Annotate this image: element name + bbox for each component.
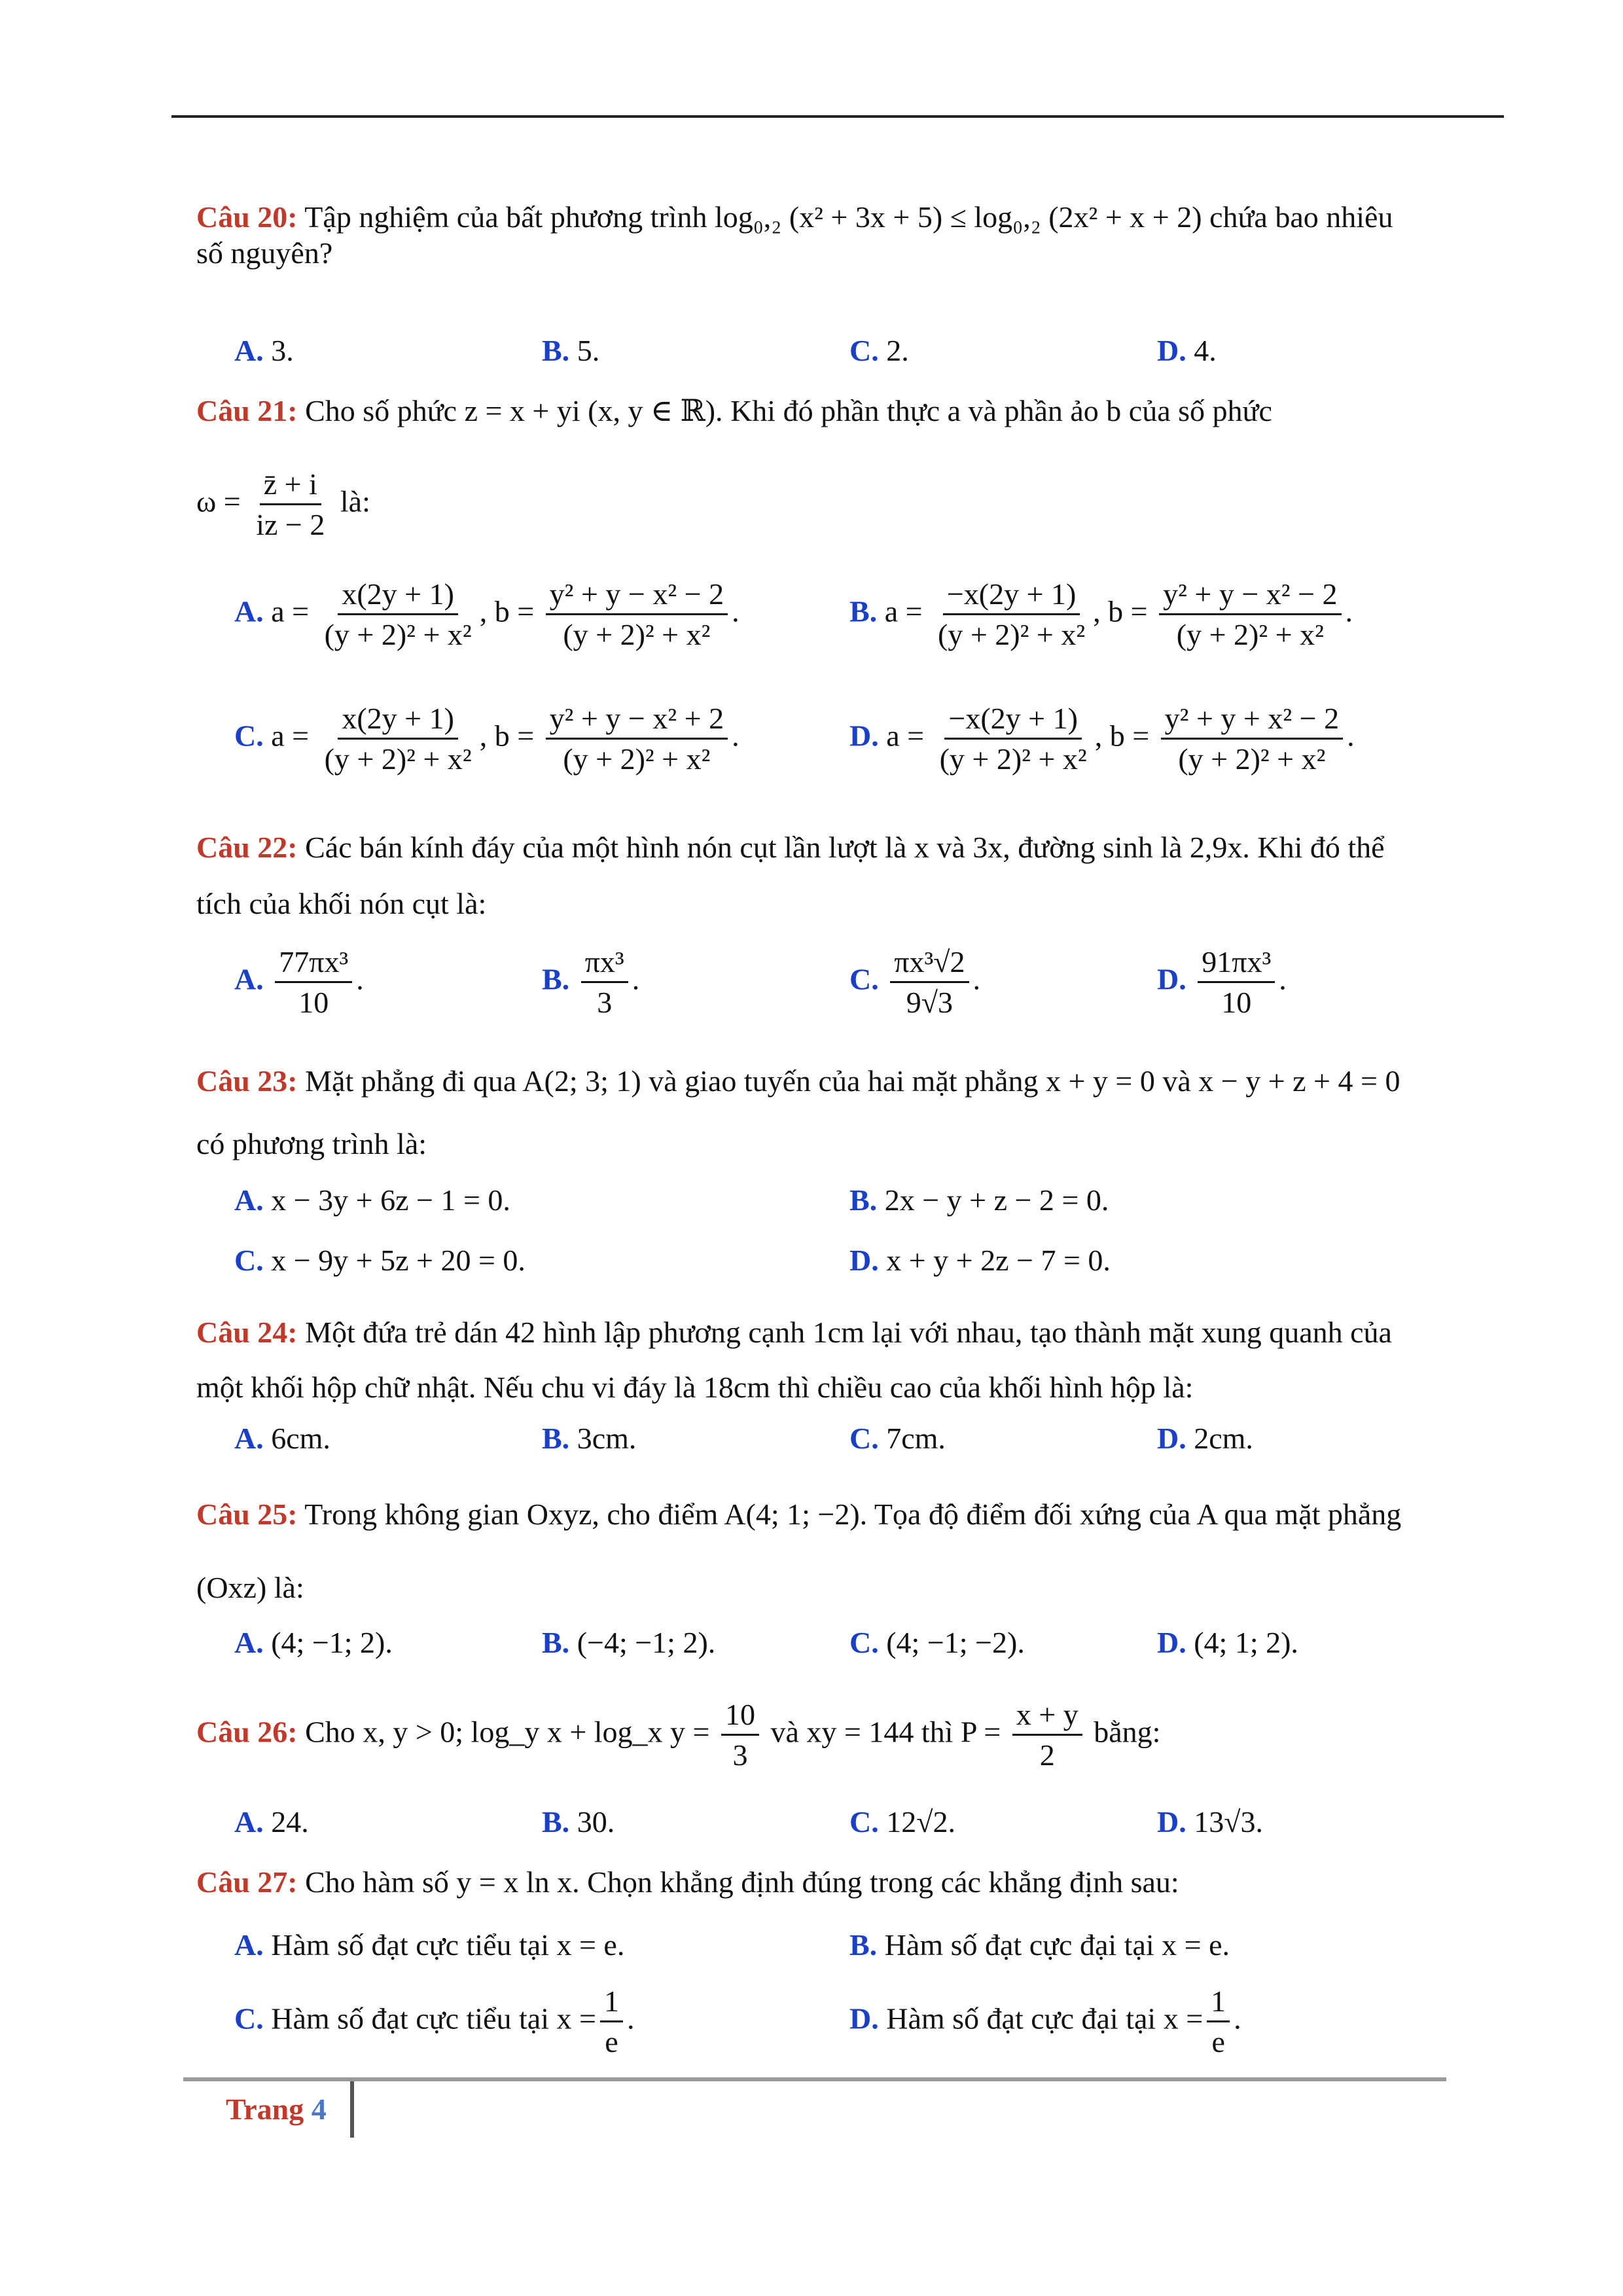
- option-b[interactable]: B. (−4; −1; 2).: [542, 1626, 716, 1659]
- question-26: Câu 26: Cho x, y > 0; log_y x + log_x y = $\frac{10}{3}$ và xy = 144 thì P = $\frac{x + y}{2}$ bằng:: [196, 1698, 1161, 1772]
- option-c[interactable]: C. 12√2.: [849, 1805, 955, 1839]
- question-25: Câu 25: Trong không gian Oxyz, cho điểm A(4; 1; −2). Tọa độ điểm đối xứng của A qua mặt phẳng (Oxz) là:: [196, 1498, 1402, 1604]
- option-b[interactable]: B. 30.: [542, 1805, 615, 1839]
- question-22: Câu 22: Các bán kính đáy của một hình nón cụt lần lượt là x và 3x, đường sinh là 2,9x. Khi đó thể tích của khối nón cụt là:: [196, 831, 1385, 920]
- option-c[interactable]: C. a = $\frac{x(2y + 1)}{\text{(y + 2)² + x²}}$ , b = $\frac{\text{y² + y − x² + 2}}{\text{(y + 2)² + x²}}$ .: [234, 702, 740, 776]
- option-b[interactable]: B. 2x − y + z − 2 = 0.: [849, 1183, 1109, 1217]
- option-b[interactable]: B. $\frac{\text{πx³}}{3}$ .: [542, 945, 640, 1020]
- option-c[interactable]: C. Hàm số đạt cực tiểu tại x = $\frac{1}{e}$ .: [234, 1984, 635, 2059]
- inequality-expression: log₀,₂ (x² + 3x + 5) ≤ log₀,₂ (2x² + x + 2): [714, 200, 1202, 234]
- option-d[interactable]: D. x + y + 2z − 7 = 0.: [849, 1244, 1111, 1277]
- page-number: 4: [311, 2092, 327, 2126]
- option-a[interactable]: A. (4; −1; 2).: [234, 1626, 393, 1659]
- option-c[interactable]: C. $\frac{\text{πx³√2}}{9√3}$ .: [849, 945, 980, 1020]
- option-a[interactable]: A. 6cm.: [234, 1422, 330, 1455]
- option-d[interactable]: D. 4.: [1157, 334, 1217, 367]
- option-a[interactable]: A. $\frac{\text{77πx³}}{10}$ .: [234, 945, 364, 1020]
- question-label: Câu 20:: [196, 200, 298, 234]
- option-d[interactable]: D. Hàm số đạt cực đại tại x = $\frac{1}{e}$ .: [849, 1984, 1241, 2059]
- question-label: Câu 21:: [196, 394, 298, 427]
- footer-rule: [183, 2077, 1446, 2081]
- option-a[interactable]: A. Hàm số đạt cực tiểu tại x = e.: [234, 1928, 625, 1962]
- option-d[interactable]: D. 13√3.: [1157, 1805, 1263, 1839]
- option-b[interactable]: B. Hàm số đạt cực đại tại x = e.: [849, 1928, 1230, 1962]
- question-label: Câu 24:: [196, 1316, 298, 1349]
- question-label: Câu 27:: [196, 1865, 298, 1899]
- question-label: Câu 23:: [196, 1064, 298, 1098]
- option-b[interactable]: B. a = $\frac{-x(2y + 1)}{\text{(y + 2)² + x²}}$ , b = $\frac{\text{y² + y − x² − 2}}{\text{(y + 2)² + x²}}$ .: [849, 577, 1353, 652]
- option-d[interactable]: D. (4; 1; 2).: [1157, 1626, 1298, 1659]
- option-b[interactable]: B. 5.: [542, 334, 600, 367]
- option-a[interactable]: A. x − 3y + 6z − 1 = 0.: [234, 1183, 510, 1217]
- question-label: Câu 25:: [196, 1498, 298, 1531]
- question-20: Câu 20: Tập nghiệm của bất phương trình log₀,₂ (x² + 3x + 5) ≤ log₀,₂ (2x² + x + 2) chứa bao nhiêu số nguyên?: [196, 200, 1393, 270]
- omega-fraction: $\frac{z̄ + i}{iz - 2}$: [256, 467, 325, 542]
- option-a[interactable]: A. 3.: [234, 334, 294, 367]
- footer-divider: [350, 2081, 354, 2138]
- question-27: Câu 27: Cho hàm số y = x ln x. Chọn khẳng định đúng trong các khẳng định sau:: [196, 1865, 1179, 1899]
- footer-label: Trang: [226, 2092, 304, 2126]
- option-a[interactable]: A. a = $\frac{x(2y + 1)}{\text{(y + 2)² + x²}}$ , b = $\frac{\text{y² + y − x² − 2}}{\text{(y + 2)² + x²}}$ .: [234, 577, 740, 652]
- header-rule: [171, 115, 1504, 118]
- question-label: Câu 22:: [196, 831, 298, 864]
- question-24: Câu 24: Một đứa trẻ dán 42 hình lập phương cạnh 1cm lại với nhau, tạo thành mặt xung quanh của một khối hộp chữ nhật. Nếu chu vi đáy là 18cm thì chiều cao của khối hình hộp là:: [196, 1316, 1392, 1404]
- option-c[interactable]: C. 2.: [849, 334, 909, 367]
- option-c[interactable]: C. 7cm.: [849, 1422, 946, 1455]
- omega-definition: ω = $\frac{z̄ + i}{iz - 2}$ là:: [196, 466, 370, 543]
- page-footer: [226, 2092, 327, 2126]
- option-c[interactable]: C. x − 9y + 5z + 20 = 0.: [234, 1244, 526, 1277]
- option-d[interactable]: D. 2cm.: [1157, 1422, 1253, 1455]
- option-d[interactable]: D. $\frac{\text{91πx³}}{10}$ .: [1157, 945, 1287, 1020]
- option-a[interactable]: A. 24.: [234, 1805, 309, 1839]
- question-21: Câu 21: Cho số phức z = x + yi (x, y ∈ ℝ). Khi đó phần thực a và phần ảo b của số phức: [196, 394, 1272, 427]
- option-b[interactable]: B. 3cm.: [542, 1422, 637, 1455]
- question-23: Câu 23: Mặt phẳng đi qua A(2; 3; 1) và giao tuyến của hai mặt phẳng x + y = 0 và x − y + z + 4 = 0 có phương trình là:: [196, 1064, 1400, 1160]
- option-c[interactable]: C. (4; −1; −2).: [849, 1626, 1025, 1659]
- option-d[interactable]: D. a = $\frac{-x(2y + 1)}{\text{(y + 2)² + x²}}$ , b = $\frac{\text{y² + y + x² − 2}}{\text{(y + 2)² + x²}}$ .: [849, 702, 1355, 776]
- question-label: Câu 26:: [196, 1715, 298, 1749]
